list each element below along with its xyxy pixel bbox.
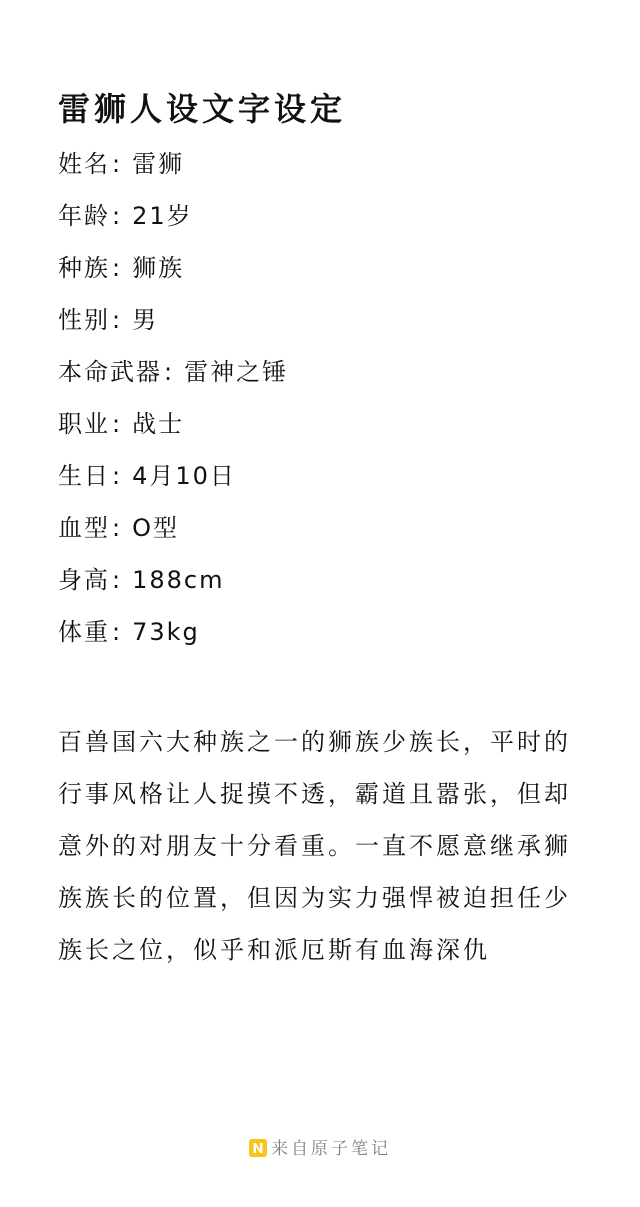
field-label: 血型 bbox=[58, 514, 110, 542]
field-separator: : bbox=[112, 306, 123, 334]
profile-field-race bbox=[58, 248, 288, 300]
field-value: 21岁 bbox=[132, 202, 193, 230]
field-label: 年龄 bbox=[58, 202, 110, 230]
field-separator: : bbox=[164, 358, 175, 386]
field-separator: : bbox=[112, 202, 123, 230]
field-value: 188cm bbox=[132, 566, 225, 594]
profile-field-weapon bbox=[58, 352, 288, 404]
field-separator: : bbox=[112, 254, 123, 282]
field-label: 身高 bbox=[58, 566, 110, 594]
profile-field-occupation bbox=[58, 404, 288, 456]
field-separator: : bbox=[112, 462, 123, 490]
profile-field-age bbox=[58, 196, 288, 248]
field-label: 本命武器 bbox=[58, 358, 162, 386]
page-title: 雷狮人设文字设定 bbox=[58, 90, 347, 129]
character-bio: 百兽国六大种族之一的狮族少族长，平时的行事风格让人捉摸不透，霸道且嚣张，但却意外的对朋友十分看重。一直不愿意继承狮族族长的位置，但因为实力强悍被迫担任少族长之位，似乎和派厄斯有血海深仇 bbox=[58, 728, 571, 964]
profile-field-birthday bbox=[58, 456, 288, 508]
field-value: 4月10日 bbox=[132, 462, 236, 490]
field-value: 73kg bbox=[132, 618, 200, 646]
profile-field-blood-type bbox=[58, 508, 288, 560]
profile-field-gender bbox=[58, 300, 288, 352]
field-value: 狮族 bbox=[132, 254, 185, 282]
field-label: 职业 bbox=[58, 410, 110, 438]
profile-field-height bbox=[58, 560, 288, 612]
field-separator: : bbox=[112, 566, 123, 594]
field-separator: : bbox=[112, 150, 123, 178]
footer-attribution bbox=[0, 1134, 640, 1164]
field-value: 战士 bbox=[132, 410, 185, 438]
field-value: 男 bbox=[132, 306, 159, 334]
profile-field-weight bbox=[58, 612, 288, 664]
field-separator: : bbox=[112, 410, 123, 438]
field-label: 性别 bbox=[58, 306, 110, 334]
profile-field-name bbox=[58, 144, 288, 196]
field-separator: : bbox=[112, 514, 123, 542]
profile-field-list bbox=[58, 144, 288, 664]
field-value: 雷神之锤 bbox=[184, 358, 289, 386]
field-label: 体重 bbox=[58, 618, 110, 646]
field-label: 种族 bbox=[58, 254, 110, 282]
field-value: O型 bbox=[132, 514, 179, 542]
field-label: 姓名 bbox=[58, 150, 110, 178]
atom-note-logo-icon bbox=[249, 1139, 267, 1157]
field-separator: : bbox=[112, 618, 123, 646]
field-label: 生日 bbox=[58, 462, 110, 490]
field-value: 雷狮 bbox=[132, 150, 185, 178]
footer-text: 来自原子笔记 bbox=[271, 1139, 391, 1159]
